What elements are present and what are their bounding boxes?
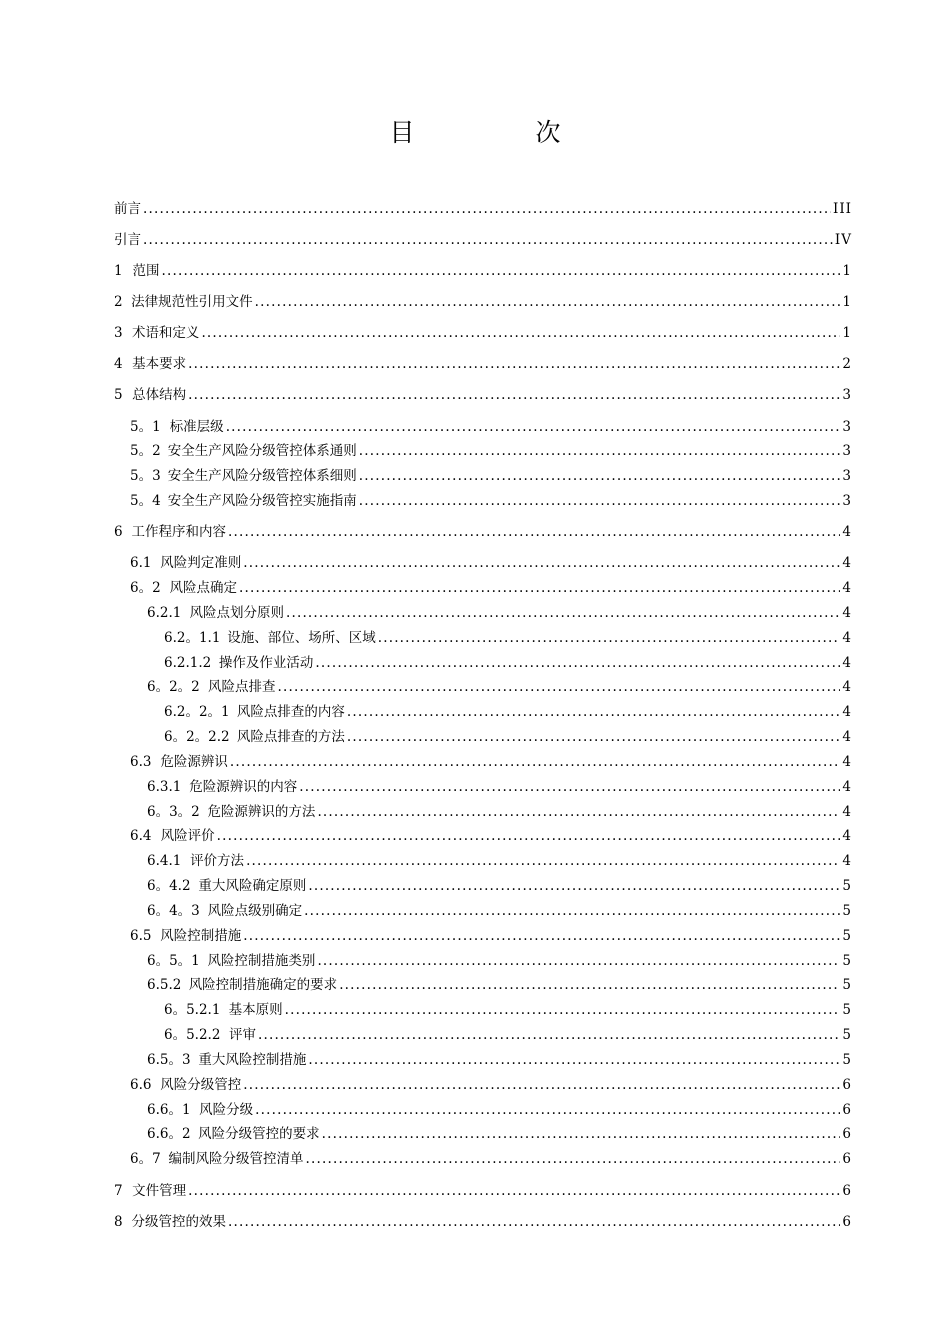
toc-leader-dots <box>359 442 841 460</box>
toc-entry-title: 风险评价 <box>160 828 215 844</box>
toc-entry-number: 6。2 <box>130 580 161 596</box>
toc-leader-dots <box>255 293 841 311</box>
toc-entry-number: 6。4.2 <box>147 878 191 894</box>
toc-entry-title: 重大风险控制措施 <box>198 1052 307 1068</box>
toc-entry[interactable] <box>114 386 852 404</box>
toc-leader-dots <box>322 1125 841 1143</box>
toc-entry-number: 6.2.1 <box>147 605 182 621</box>
toc-leader-dots <box>315 654 840 672</box>
toc-entry-number: 6.2。2。1 <box>164 704 230 720</box>
toc-entry-title: 风险控制措施类别 <box>207 953 316 969</box>
toc-entry[interactable] <box>130 467 852 485</box>
toc-entry[interactable] <box>114 1213 852 1231</box>
toc-entry-title: 评审 <box>228 1027 256 1043</box>
toc-entry[interactable] <box>130 927 852 945</box>
toc-leader-dots <box>255 1101 840 1119</box>
toc-entry-number: 6.1 <box>130 555 152 571</box>
toc-entry[interactable] <box>147 604 852 622</box>
page-title: 目 次 <box>389 118 609 147</box>
toc-entry-number: 6。3。2 <box>147 804 200 820</box>
toc-leader-dots <box>188 355 840 373</box>
toc-leader-dots <box>317 803 840 821</box>
toc-entry-title: 风险点排查的方法 <box>236 729 345 745</box>
toc-entry-page-number: 4 <box>842 729 852 745</box>
toc-entry-number: 6。7 <box>130 1151 161 1167</box>
toc-entry-title: 风险判定准则 <box>160 555 242 571</box>
toc-leader-dots <box>243 554 840 572</box>
toc-entry-title: 风险分级管控 <box>160 1077 242 1093</box>
toc-entry-page-number: 4 <box>842 524 852 540</box>
toc-entry-title: 工作程序和内容 <box>131 524 227 540</box>
toc-leader-dots <box>162 262 841 280</box>
toc-entry-number: 5。2 <box>130 443 161 459</box>
toc-entry-number: 6。5.2.2 <box>164 1027 221 1043</box>
toc-entry-title: 风险分级管控的要求 <box>198 1126 320 1142</box>
toc-entry-page-number: III <box>833 201 852 217</box>
toc-leader-dots <box>226 418 841 436</box>
toc-entry-page-number: 4 <box>842 704 852 720</box>
toc-entry-number: 1 <box>114 263 123 279</box>
toc-leader-dots <box>230 753 840 771</box>
toc-leader-dots <box>306 1150 841 1168</box>
toc-entry[interactable] <box>164 1001 852 1019</box>
toc-entry-page-number: 4 <box>842 605 852 621</box>
toc-leader-dots <box>339 976 840 994</box>
toc-entry-page-number: IV <box>834 232 852 248</box>
toc-entry-page-number: 4 <box>842 655 852 671</box>
toc-entry-page-number: 3 <box>842 493 852 509</box>
toc-entry-title: 分级管控的效果 <box>131 1214 227 1230</box>
toc-entry-title: 重大风险确定原则 <box>198 878 307 894</box>
toc-entry-page-number: 1 <box>842 263 852 279</box>
toc-leader-dots <box>246 852 840 870</box>
toc-entry[interactable] <box>114 324 852 342</box>
toc-entry[interactable] <box>114 200 852 218</box>
toc-entry-title: 风险控制措施 <box>160 928 242 944</box>
toc-leader-dots <box>347 728 841 746</box>
toc-entry-title: 安全生产风险分级管控实施指南 <box>167 493 357 509</box>
toc-leader-dots <box>347 703 841 721</box>
toc-leader-dots <box>228 1213 840 1231</box>
toc-entry-title: 标准层级 <box>169 419 224 435</box>
toc-leader-dots <box>243 927 840 945</box>
toc-entry[interactable] <box>147 803 852 821</box>
toc-leader-dots <box>188 1182 840 1200</box>
toc-leader-dots <box>278 678 841 696</box>
toc-entry[interactable] <box>114 355 852 373</box>
toc-entry[interactable] <box>130 442 852 460</box>
toc-leader-dots <box>188 386 840 404</box>
toc-entry-number: 6.6。1 <box>147 1102 191 1118</box>
toc-leader-dots <box>359 467 841 485</box>
toc-entry-number: 6.6 <box>130 1077 152 1093</box>
toc-entry[interactable] <box>130 579 852 597</box>
toc-entry[interactable] <box>147 852 852 870</box>
toc-entry-number: 6.3 <box>130 754 152 770</box>
toc-leader-dots <box>285 1001 841 1019</box>
toc-entry-title: 风险点排查 <box>208 679 276 695</box>
toc-leader-dots <box>308 877 840 895</box>
toc-entry-number: 4 <box>114 356 123 372</box>
toc-entry-page-number: 5 <box>842 953 852 969</box>
toc-entry-number: 6.5。3 <box>147 1052 191 1068</box>
toc-entry[interactable] <box>130 753 852 771</box>
toc-entry-title: 编制风险分级管控清单 <box>168 1151 304 1167</box>
toc-entry-page-number: 6 <box>842 1126 852 1142</box>
toc-entry[interactable] <box>114 523 852 541</box>
toc-entry-title: 操作及作业活动 <box>218 655 314 671</box>
toc-entry-title: 风险点排查的内容 <box>236 704 345 720</box>
toc-entry-page-number: 3 <box>842 468 852 484</box>
toc-entry-page-number: 4 <box>842 804 852 820</box>
toc-entry[interactable] <box>114 1182 852 1200</box>
toc-entry[interactable] <box>147 877 852 895</box>
toc-entry-page-number: 5 <box>842 928 852 944</box>
toc-entry-page-number: 3 <box>842 387 852 403</box>
toc-entry-page-number: 4 <box>842 630 852 646</box>
toc-entry-page-number: 6 <box>842 1183 852 1199</box>
toc-entry-page-number: 1 <box>842 294 852 310</box>
toc-entry-page-number: 5 <box>842 1027 852 1043</box>
toc-entry-number: 6。2。2.2 <box>164 729 230 745</box>
toc-entry-title: 前言 <box>114 201 141 217</box>
toc-entry[interactable] <box>164 703 852 721</box>
toc-entry[interactable] <box>147 1101 852 1119</box>
toc-entry-number: 6 <box>114 524 123 540</box>
toc-entry-title: 范围 <box>132 263 160 279</box>
toc-entry-page-number: 4 <box>842 555 852 571</box>
toc-entry-page-number: 6 <box>842 1102 852 1118</box>
toc-leader-dots <box>359 492 841 510</box>
toc-entry-page-number: 3 <box>842 443 852 459</box>
toc-entry-page-number: 4 <box>842 754 852 770</box>
toc-entry-title: 风险分级 <box>199 1102 254 1118</box>
toc-entry-title: 评价方法 <box>190 853 245 869</box>
toc-entry[interactable] <box>147 902 852 920</box>
toc-entry-page-number: 5 <box>842 1002 852 1018</box>
toc-entry-number: 2 <box>114 294 123 310</box>
toc-entry-number: 7 <box>114 1183 123 1199</box>
toc-entry-page-number: 6 <box>842 1077 852 1093</box>
toc-entry[interactable] <box>147 1125 852 1143</box>
toc-entry-title: 风险控制措施确定的要求 <box>188 977 338 993</box>
toc-entry-title: 风险点划分原则 <box>189 605 284 621</box>
toc-entry-page-number: 3 <box>842 419 852 435</box>
toc-entry-title: 安全生产风险分级管控体系通则 <box>167 443 357 459</box>
toc-entry[interactable] <box>130 827 852 845</box>
toc-entry[interactable] <box>130 492 852 510</box>
toc-entry-page-number: 5 <box>842 977 852 993</box>
toc-entry[interactable] <box>164 1026 852 1044</box>
toc-entry-page-number: 4 <box>842 779 852 795</box>
toc-entry-title: 总体结构 <box>132 387 187 403</box>
toc-entry[interactable] <box>130 554 852 572</box>
toc-entry-title: 危险源辨识的方法 <box>207 804 316 820</box>
toc-entry[interactable] <box>114 293 852 311</box>
toc-leader-dots <box>317 952 840 970</box>
toc-entry-number: 8 <box>114 1214 123 1230</box>
toc-entry-page-number: 5 <box>842 1052 852 1068</box>
toc-leader-dots <box>239 579 840 597</box>
toc-leader-dots <box>143 200 831 218</box>
toc-entry-number: 6。5。1 <box>147 953 200 969</box>
toc-entry[interactable] <box>147 778 852 796</box>
toc-entry-page-number: 1 <box>842 325 852 341</box>
toc-leader-dots <box>304 902 840 920</box>
toc-entry-page-number: 5 <box>842 878 852 894</box>
toc-entry[interactable] <box>147 678 852 696</box>
toc-entry[interactable] <box>114 262 852 280</box>
toc-entry-page-number: 4 <box>842 828 852 844</box>
toc-leader-dots <box>243 1076 840 1094</box>
toc-entry[interactable] <box>164 629 852 647</box>
toc-entry-number: 5。1 <box>130 419 161 435</box>
toc-entry-page-number: 4 <box>842 580 852 596</box>
toc-entry-number: 6.5 <box>130 928 152 944</box>
toc-entry-page-number: 6 <box>842 1214 852 1230</box>
toc-entry-number: 6.5.2 <box>147 977 182 993</box>
toc-entry-number: 5 <box>114 387 123 403</box>
toc-entry-title: 术语和定义 <box>131 325 200 341</box>
toc-leader-dots <box>378 629 841 647</box>
toc-leader-dots <box>201 324 840 342</box>
toc-entry-title: 设施、部位、场所、区域 <box>227 630 376 646</box>
toc-entry-title: 基本要求 <box>132 356 187 372</box>
toc-entry-title: 安全生产风险分级管控体系细则 <box>167 468 357 484</box>
toc-entry-title: 风险点确定 <box>169 580 237 596</box>
toc-entry[interactable] <box>114 231 852 249</box>
toc-entry-title: 基本原则 <box>228 1002 283 1018</box>
toc-entry-number: 3 <box>114 325 123 341</box>
toc-leader-dots <box>286 604 840 622</box>
toc-entry-number: 6.2。1.1 <box>164 630 221 646</box>
toc-entry-title: 文件管理 <box>132 1183 187 1199</box>
toc-entry-title: 法律规范性引用文件 <box>131 294 253 310</box>
toc-entry[interactable] <box>147 1051 852 1069</box>
toc-leader-dots <box>228 523 840 541</box>
toc-entry[interactable] <box>164 728 852 746</box>
toc-entry-number: 6.2.1.2 <box>164 655 212 671</box>
toc-entry[interactable] <box>130 1150 852 1168</box>
toc-entry[interactable] <box>164 654 852 672</box>
toc-entry-title: 引言 <box>114 232 141 248</box>
toc-leader-dots <box>308 1051 840 1069</box>
toc-entry-number: 6.4.1 <box>147 853 182 869</box>
toc-entry[interactable] <box>147 952 852 970</box>
toc-entry-title: 风险点级别确定 <box>207 903 303 919</box>
toc-entry-page-number: 2 <box>842 356 852 372</box>
toc-entry[interactable] <box>130 1076 852 1094</box>
toc-entry-number: 6.3.1 <box>147 779 182 795</box>
toc-entry-page-number: 6 <box>842 1151 852 1167</box>
toc-entry[interactable] <box>147 976 852 994</box>
toc-leader-dots <box>143 231 833 249</box>
toc-entry-title: 危险源辨识 <box>160 754 228 770</box>
toc-leader-dots <box>217 827 841 845</box>
toc-entry-page-number: 4 <box>842 853 852 869</box>
toc-entry-number: 6.6。2 <box>147 1126 191 1142</box>
toc-entry-number: 5。4 <box>130 493 161 509</box>
toc-entry-number: 6.4 <box>130 828 152 844</box>
toc-entry-number: 6。2。2 <box>147 679 200 695</box>
toc-entry-title: 危险源辨识的内容 <box>189 779 298 795</box>
toc-leader-dots <box>258 1026 840 1044</box>
toc-leader-dots <box>299 778 840 796</box>
toc-entry-number: 6。4。3 <box>147 903 200 919</box>
toc-entry-page-number: 4 <box>842 679 852 695</box>
toc-entry-number: 6。5.2.1 <box>164 1002 221 1018</box>
toc-entry-number: 5。3 <box>130 468 161 484</box>
toc-entry-page-number: 5 <box>842 903 852 919</box>
toc-entry[interactable] <box>130 418 852 436</box>
